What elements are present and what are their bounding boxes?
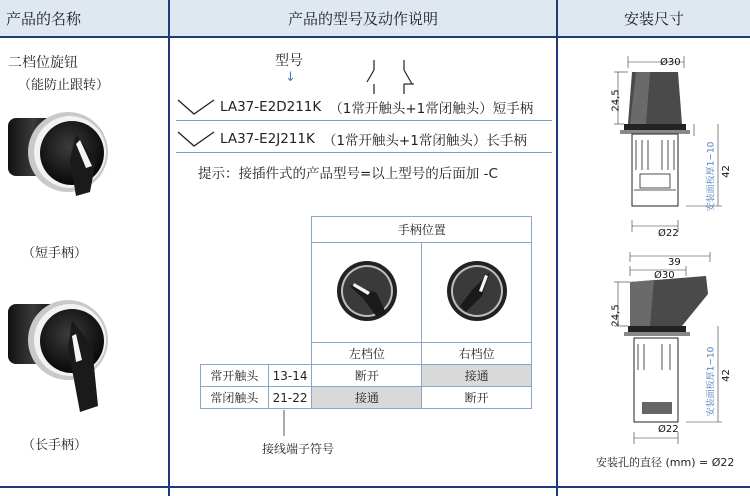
mounting-hole-note: 安装孔的直径 (mm) = Ø22	[596, 456, 735, 469]
dim-bottom-width: 39	[668, 257, 681, 268]
dim-top-bottom-diameter: Ø22	[658, 228, 679, 239]
column-divider-1	[168, 0, 170, 496]
long-handle-label: （长手柄）	[22, 438, 88, 453]
right-position-diagram	[422, 243, 532, 343]
knob-right-icon	[442, 256, 512, 326]
model-separator	[176, 152, 552, 153]
position-left-label: 左档位	[312, 343, 422, 365]
contact-state-left: 断开	[312, 365, 422, 387]
contact-type: 常开触头	[201, 365, 269, 387]
dim-bottom-bottom-diameter: Ø22	[658, 424, 679, 435]
handle-position-title: 手柄位置	[312, 217, 532, 243]
product-subtitle: （能防止跟转）	[18, 78, 110, 93]
model-separator	[176, 120, 552, 121]
model-code: LA37-E2J211K	[220, 131, 315, 147]
terminal-symbol-label: 接线端子符号	[262, 442, 335, 456]
terminal-number: 21-22	[268, 387, 312, 409]
column-divider-2	[556, 0, 558, 496]
contact-state-right: 断开	[422, 387, 532, 409]
dim-bottom-height: 24,5	[610, 304, 622, 327]
terminal-leader-icon	[280, 410, 300, 438]
terminal-number: 13-14	[268, 365, 312, 387]
dim-bottom-panel-thickness: 安装面板厚1~10	[706, 346, 717, 417]
model-row	[176, 96, 533, 118]
model-desc: （1常开触头+1常闭触头）短手柄	[329, 101, 534, 117]
header-mounting-dimensions: 安装尺寸	[558, 0, 750, 38]
dim-top-depth: 42	[720, 165, 732, 178]
model-code: LA37-E2D211K	[220, 99, 322, 115]
contact-type: 常闭触头	[201, 387, 269, 409]
connector-tip: 提示：接插件式的产品型号=以上型号的后面加 -C	[198, 166, 498, 182]
dim-bottom-depth: 42	[720, 369, 732, 382]
check-mark-icon	[176, 130, 216, 148]
model-desc: （1常开触头+1常闭触头）长手柄	[322, 133, 527, 149]
short-handle-label: （短手柄）	[22, 246, 88, 261]
header-product-name: 产品的名称	[0, 0, 168, 38]
knob-left-icon	[332, 256, 402, 326]
handle-position-table	[200, 216, 532, 409]
contact-state-right: 接通	[422, 365, 532, 387]
model-row	[176, 128, 527, 150]
model-arrow: ↓	[285, 70, 296, 85]
long-handle-knob-photo	[6, 290, 126, 430]
dim-top-panel-thickness: 安装面板厚1~10	[706, 141, 717, 212]
model-title: 型号	[275, 53, 303, 69]
contact-symbol-icon	[360, 60, 420, 94]
bottom-rule	[0, 486, 750, 488]
position-right-label: 右档位	[422, 343, 532, 365]
contact-state-left: 接通	[312, 387, 422, 409]
dim-bottom-diameter: Ø30	[654, 270, 675, 281]
short-handle-knob-photo	[6, 100, 126, 225]
left-position-diagram	[312, 243, 422, 343]
check-mark-icon	[176, 98, 216, 116]
dim-top-diameter: Ø30	[660, 57, 681, 68]
dim-top-height: 24,5	[610, 89, 622, 112]
product-name: 二档位旋钮	[8, 55, 78, 71]
header-model-description: 产品的型号及动作说明	[170, 0, 556, 38]
